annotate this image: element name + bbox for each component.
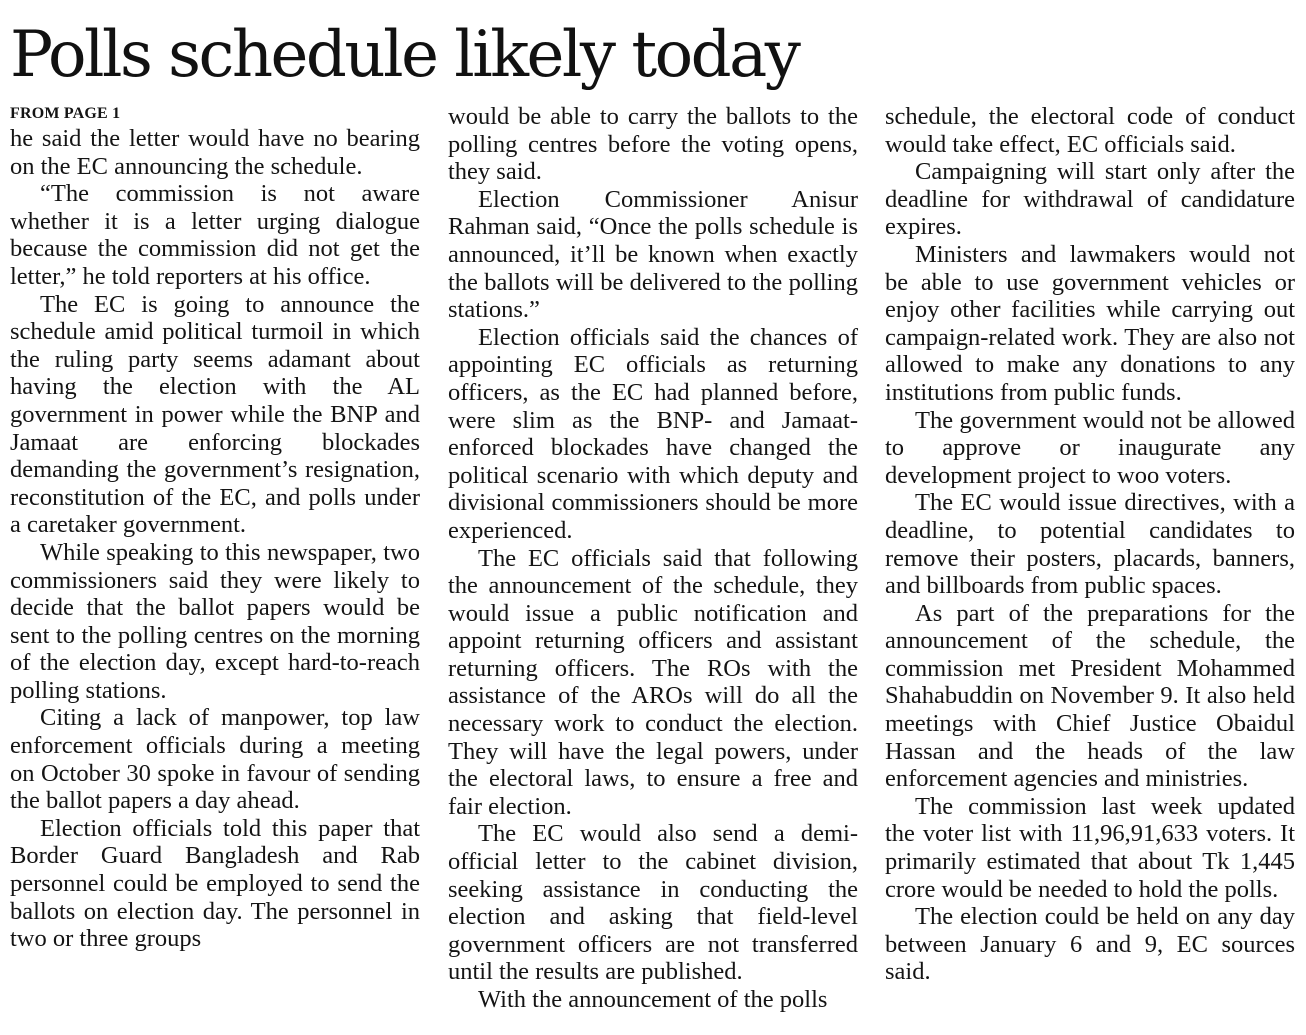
paragraph: With the announcement of the polls (478, 986, 828, 1013)
paragraph: The election could be held on any day between January 6 and 9, EC sources said. (885, 903, 1295, 986)
paragraph: Ministers and lawmakers would not be able to use government vehicles or enjoy other facilities while carrying out campaign-related work. They are also not allowed to make any donations to any institutions from public funds. (885, 240, 1295, 406)
paragraph: Campaigning will start only after the deadline for withdrawal of candidature expires. (885, 158, 1295, 241)
article-column-2 (448, 103, 858, 1014)
paragraph: Election officials told this paper that Border Guard Bangladesh and Rab personnel could be employed to send the ballots on election day. The personnel in two or three groups (10, 814, 420, 953)
paragraph: The EC would issue directives, with a deadline, to potential candidates to remove their posters, placards, banners, and billboards from public spaces. (885, 489, 1295, 600)
paragraph: Citing a lack of manpower, top law enforcement officials during a meeting on October 30 spoke in favour of sending the ballot papers a day ahead. (10, 704, 420, 815)
continued-from-label: FROM PAGE 1 (10, 105, 121, 122)
paragraph: The commission last week updated the voter list with 11,96,91,633 voters. It primarily estimated that about Tk 1,445 crore would be needed to hold the polls. (885, 792, 1295, 903)
paragraph: The EC officials said that following the announcement of the schedule, they would issue a public notification and appoint returning officers and assistant returning officers. The ROs with the assistance of the AROs will do all the necessary work to conduct the election. They will have the legal powers, under the electoral laws, to ensure a free and fair election. (448, 544, 858, 820)
paragraph: would be able to carry the ballots to the polling centres before the voting opens, they said. (448, 103, 858, 186)
headline: Polls schedule likely today (10, 18, 799, 92)
paragraph: “The commission is not aware whether it is a letter urging dialogue because the commission did not get the letter,” he told reporters at his office. (10, 180, 420, 290)
paragraph: The government would not be allowed to approve or inaugurate any development project to woo voters. (885, 406, 1295, 489)
paragraph: Election Commissioner Anisur Rahman said, “Once the polls schedule is announced, it’ll be known when exactly the ballots will be delivered to the polling stations.” (448, 185, 858, 324)
article-column-1 (10, 103, 420, 953)
paragraph: As part of the preparations for the announcement of the schedule, the commission met President Mohammed Shahabuddin on November 9. It also held meetings with Chief Justice Obaidul Hassan and the heads of the law enforcement agencies and ministries. (885, 599, 1295, 793)
paragraph: The EC would also send a demi-official letter to the cabinet division, seeking assistance in conducting the election and asking that field-level government officers are not transferred until the results are published. (448, 820, 858, 986)
paragraph: While speaking to this newspaper, two commissioners said they were likely to decide that the ballot papers would be sent to the polling centres on the morning of the election day, except hard-to-reach polling stations. (10, 538, 420, 704)
paragraph: The EC is going to announce the schedule amid political turmoil in which the ruling party seems adamant about having the election with the AL government in power while the BNP and Jamaat are enforcing blockades demanding the government’s resignation, reconstitution of the EC, and polls under a caretaker government. (10, 290, 420, 539)
paragraph: he said the letter would have no bearing on the EC announcing the schedule. (10, 125, 420, 180)
paragraph: schedule, the electoral code of conduct would take effect, EC officials said. (885, 103, 1295, 158)
paragraph: Election officials said the chances of appointing EC officials as returning officers, as the EC had planned before, were slim as the BNP- and Jamaat-enforced blockades have changed the political scenario with which deputy and divisional commissioners should be more experienced. (448, 323, 858, 544)
article-column-3 (885, 103, 1295, 986)
